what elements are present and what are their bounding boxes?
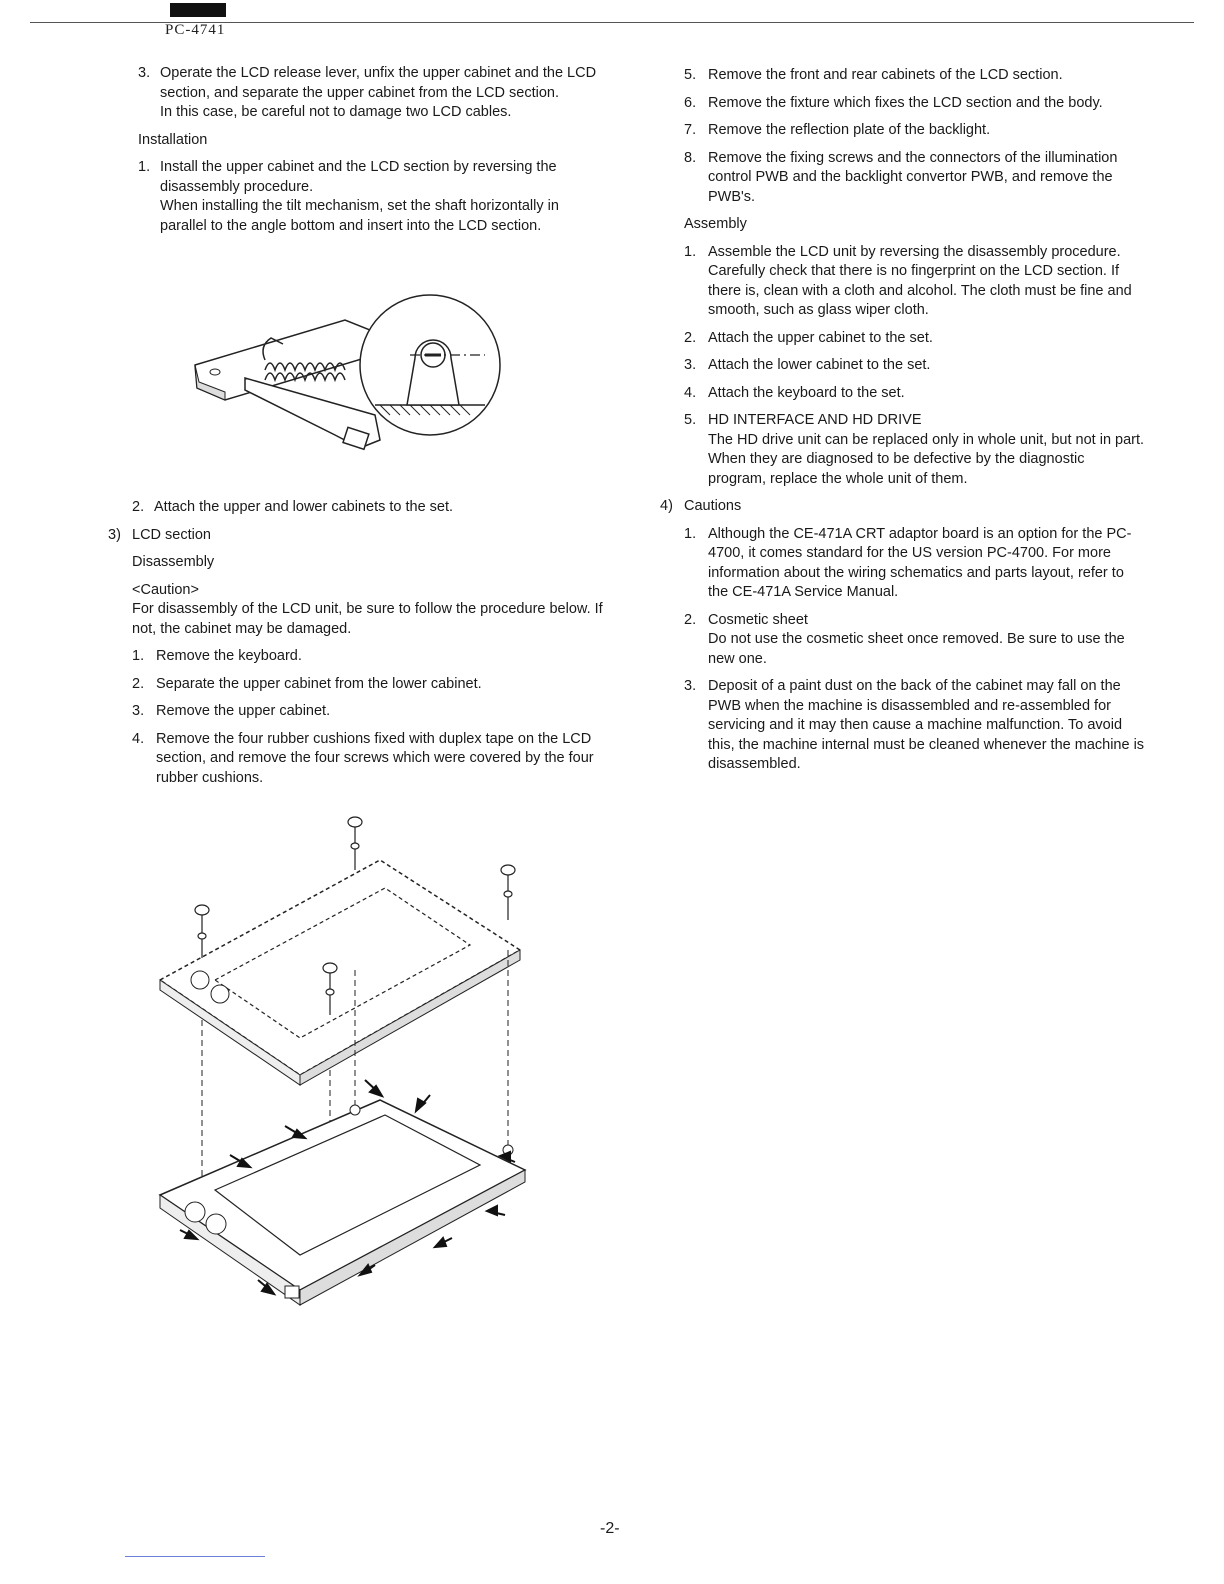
section-title: LCD section [132,526,211,543]
list-item: 1. Assemble the LCD unit by reversing the disassembly procedure. Carefully check that there is no fingerprint on the LCD section. If there is, clean with a cloth and alcohol. The cloth must be fine and smooth, such as glass wiper cloth. [684,243,1132,318]
left-column-top [108,64,608,244]
lcd-section-exploded-illustration [150,810,550,1310]
section-4-title [660,497,1146,517]
caution-tag: <Caution> [132,581,199,598]
list-item: 4. Attach the keyboard to the set. [684,384,905,401]
disassembly-heading: Disassembly [132,554,215,570]
list-item: 3. Deposit of a paint dust on the back of the cabinet may fall on the PWB when the machine is disassembled and re-assembled for servicing and it may then cause a machine malfunction. To avoid this, the machine internal must be cleaned whenever the machine is disassembled. [684,678,1145,772]
tilt-mechanism-illustration [185,270,565,470]
footer-rule [125,1556,265,1557]
list-item: 7. Remove the reflection plate of the backlight. [684,122,991,138]
header-black-tab [170,3,226,17]
list-item: 5. Remove the front and rear cabinets of the LCD section. [684,67,1063,83]
step-note: In this case, be careful not to damage two LCD cables. [160,104,512,120]
page-number: -2- [600,1520,620,1537]
list-item: 3. Remove the upper cabinet. [132,703,331,719]
step-text: Install the upper cabinet and the LCD section by reversing the disassembly procedure. [160,159,557,195]
list-item: 5. HD INTERFACE AND HD DRIVE The HD drive unit can be replaced only in whole unit, but not in part. When they are diagnosed to be defective by the diagnostic program, replace the whole unit of them. [684,412,1145,487]
list-item: 2. Attach the upper cabinet to the set. [684,329,933,346]
installation-heading: Installation [138,131,208,148]
section-title: Cautions [684,498,742,514]
install-step-2 [132,498,608,518]
right-column [660,66,1146,783]
section-number: 3) [108,526,121,543]
assembly-steps [684,243,1146,490]
section-3-title [108,526,608,546]
step-3 [138,64,608,123]
step-text: Operate the LCD release lever, unfix the upper cabinet and the LCD section, and separate the upper cabinet from the LCD section. [160,65,597,101]
section-number: 4) [660,498,673,514]
caution-text: For disassembly of the LCD unit, be sure to follow the procedure below. If not, the cabinet may be damaged. [132,601,603,637]
step-number: 1. [138,159,151,175]
step-number: 3. [138,65,151,81]
model-number: PC-4741 [165,22,226,38]
list-item: 3. Attach the lower cabinet to the set. [684,357,931,373]
step-number: 2. [132,499,145,515]
left-column-lower [108,498,608,796]
disassembly-steps-continued [684,66,1146,207]
step-text: Attach the upper and lower cabinets to the set. [154,499,454,515]
list-item: 6. Remove the fixture which fixes the LCD section and the body. [684,94,1103,111]
list-item: 2. Cosmetic sheet Do not use the cosmetic sheet once removed. Be sure to use the new one. [684,611,1125,667]
install-step-1 [138,158,608,236]
list-item: 1. Although the CE-471A CRT adaptor board is an option for the PC-4700, it comes standard for the US version PC-4700. For more information about the wiring schematics and parts layout, refer to the CE-471A Service Manual. [684,525,1132,600]
disassembly-steps [132,647,608,788]
cautions-list [684,525,1146,775]
list-item: 1. Remove the keyboard. [132,648,302,664]
list-item: 2. Separate the upper cabinet from the lower cabinet. [132,675,482,692]
list-item: 4. Remove the four rubber cushions fixed with duplex tape on the LCD section, and remove the four screws which were covered by the four rubber cushions. [132,730,594,786]
list-item: 8. Remove the fixing screws and the connectors of the illumination control PWB and the backlight convertor PWB, and remove the PWB's. [684,149,1118,205]
step-note: When installing the tilt mechanism, set the shaft horizontally in parallel to the angle bottom and insert into the LCD section. [160,198,559,234]
assembly-heading: Assembly [684,216,747,232]
